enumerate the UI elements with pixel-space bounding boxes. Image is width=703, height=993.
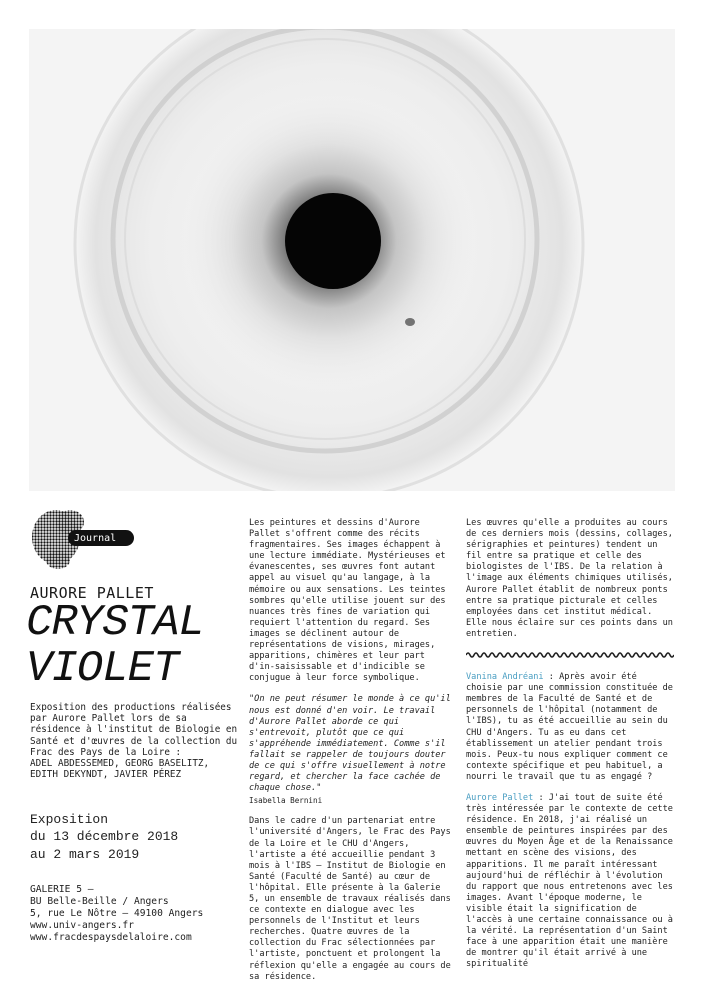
- venue-address: 5, rue Le Nôtre – 49100 Angers: [30, 908, 204, 919]
- title-line-1: CRYSTAL: [26, 598, 204, 648]
- artist-speaker-name: Aurore Pallet: [466, 792, 534, 803]
- venue-url-univ[interactable]: www.univ-angers.fr: [30, 920, 134, 931]
- date-to: au 2 mars 2019: [30, 847, 140, 862]
- description-text: Exposition des productions réalisées par Aurore Pallet lors de sa résidence à l'institut de Biologie en Santé et d'œuvres de la collection du Frac des Pays de la Loire :: [30, 702, 238, 758]
- venue-line-1: GALERIE 5 –: [30, 884, 94, 895]
- question-text: : Après avoir été choisie par une commission constituée de membres de la Faculté de Santé et de personnels de l'hôpital (notamment de l'IBS), tu as été accueillie au sein du CHU d'Angers. Tu as eu dans cet établissement un atelier pendant trois mois. Peux-tu nous expliquer comment ce contexte spécifique et peu habituel, a nourri le travail que tu as engagé ?: [466, 672, 673, 782]
- venue-line-2: BU Belle-Beille / Angers: [30, 896, 169, 907]
- article-column-1: [249, 518, 452, 993]
- venue-block: [30, 884, 250, 944]
- interviewer-name: Vanina Andréani: [466, 672, 544, 683]
- exhibition-description: [30, 702, 240, 780]
- quote-author: Isabella Bernini: [249, 796, 323, 806]
- exposition-heading: Exposition: [30, 812, 109, 827]
- date-from: du 13 décembre 2018: [30, 829, 179, 844]
- crystal-violet-circle: [29, 29, 675, 491]
- exhibition-title: [26, 600, 246, 692]
- interview-answer: [466, 793, 676, 971]
- article-column-2: [466, 518, 676, 980]
- journal-label: Journal: [74, 533, 117, 544]
- venue-url-frac[interactable]: www.fracdespaysdelaloire.com: [30, 932, 192, 943]
- works-paragraph: Les œuvres qu'elle a produites au cours de ces derniers mois (dessins, collages, sérigraphies et peintures) tendent un fil entre sa pratique et celle des biologistes de l'IBS. De la relation à l'image aux éléments chimiques utilisés, Aurore Pallet établit de nombreux ponts entre sa pratique picturale et celles employées dans cet institut médical. Elle nous éclaire sur ces points dans un entretien.: [466, 518, 673, 639]
- partnership-paragraph: Dans le cadre d'un partenariat entre l'université d'Angers, le Frac des Pays de la Loire et le CHU d'Angers, l'artiste a été accueillie pendant 3 mois à l'IBS – Institut de Biologie en Santé (Faculté de Santé) au cœur de l'hôpital. Elle présente à la Galerie 5, un ensemble de travaux réalisés dans ce contexte en dialogue avec les personnels de l'Institut et leurs recherches. Quatre œuvres de la collection du Frac sélectionnées par l'artiste, ponctuent et prolongent la réflexion qu'elle a engagée au cours de sa résidence.: [249, 816, 451, 982]
- wavy-separator: [466, 650, 674, 660]
- artist-name: AURORE PALLET: [30, 584, 154, 602]
- answer-text: : J'ai tout de suite été très intéressée par le contexte de cette résidence. En 2018, j'ai réalisé un ensemble de peintures inspirées par des œuvres du Moyen Âge et de la Renaissance mettant en scène des visions, des apparitions. Il me paraît intéressant aujourd'hui de réfléchir à l'évolution du rapport que nous entretenons avec les images. Avant l'époque moderne, le visible était la signification de l'accès à une certaine connaissance ou à la vérité. La représentation d'un Saint face à une apparition était une manière de montrer qu'il était arrivé à une spiritualité: [466, 792, 673, 970]
- exposition-dates: [30, 828, 250, 864]
- hero-image: [29, 29, 675, 491]
- title-line-2: VIOLET: [26, 644, 179, 694]
- artist-list: ADEL ABDESSEMED, GEORG BASELITZ, EDITH DEKYNDT, JAVIER PÉREZ: [30, 758, 210, 781]
- pull-quote: "On ne peut résumer le monde à ce qu'il nous est donné d'en voir. Le travail d'Aurore Pallet aborde ce qui s'entrevoit, plutôt que ce qui s'appréhende immédiatement. Comme s'il fallait se rappeler de toujours douter de ce qui s'offre visuellement à notre regard, et chercher la face cachée de chaque chose.": [249, 694, 451, 794]
- intro-paragraph: Les peintures et dessins d'Aurore Pallet s'offrent comme des récits fragmentaires. Ses images échappent à une lecture immédiate. Mystérieuses et évanescentes, ses œuvres font autant appel au visuel qu'au langage, à la mémoire ou aux sensations. Les teintes sombres qu'elle utilise jouent sur des nuances très fines de variation qui requiert l'attention du regard. Ses images se déclinent autour de représentations de visions, mirages, apparitions, chimères et leur part d'in-saisissable et d'indicible se conjugue à leur force symbolique.: [249, 518, 446, 684]
- interview-question: [466, 672, 676, 783]
